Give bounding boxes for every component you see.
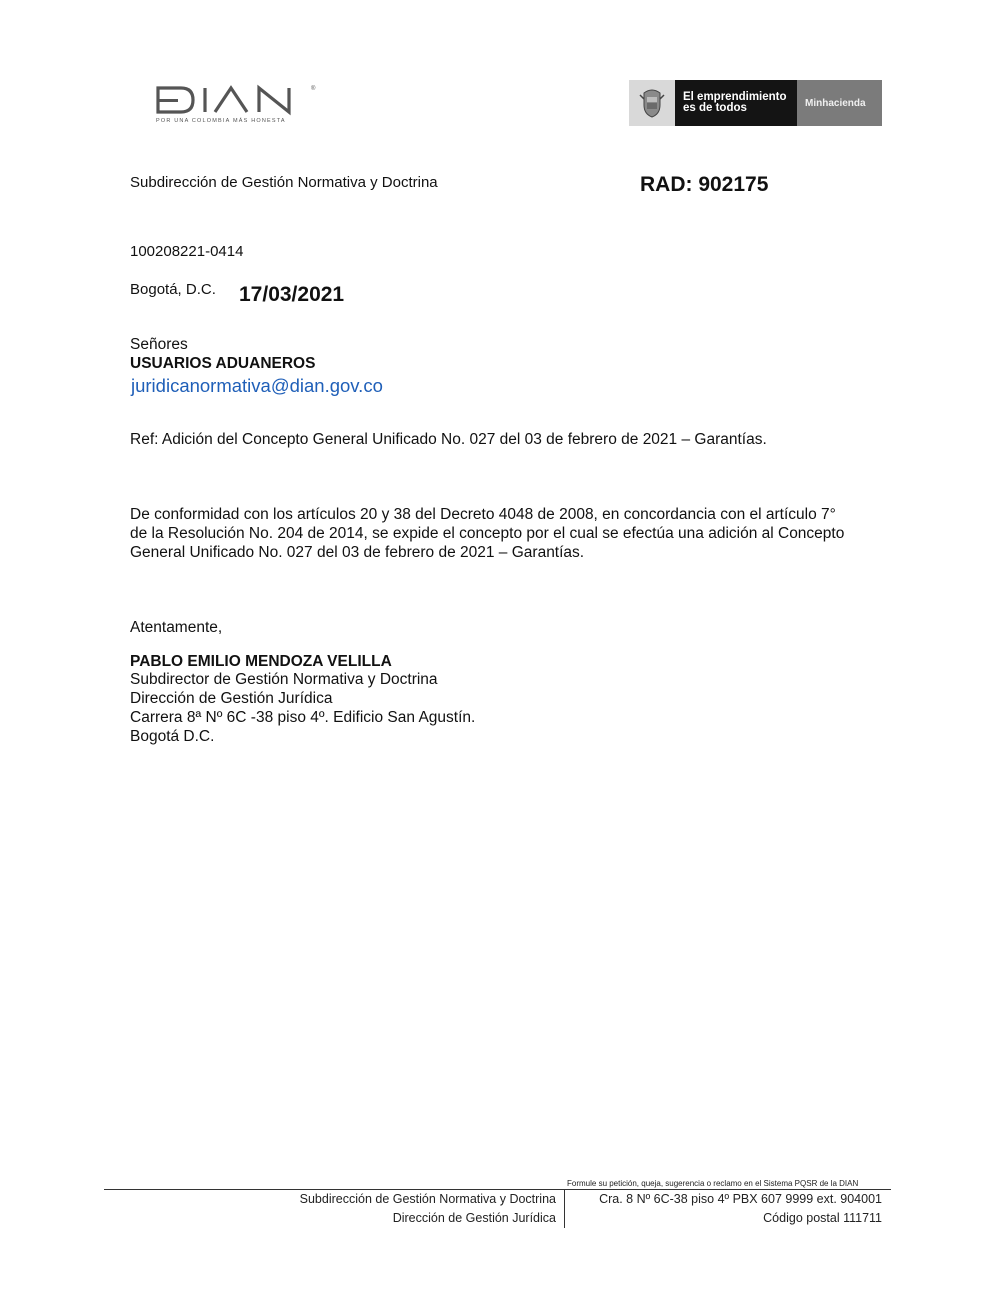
reference-line: Ref: Adición del Concepto General Unificado No. 027 del 03 de febrero de 2021 – Garantías. [130, 431, 767, 448]
office-heading: Subdirección de Gestión Normativa y Doctrina [130, 174, 438, 191]
footer-postal-code: Código postal 111711 [763, 1211, 882, 1225]
government-banner [629, 80, 882, 126]
svg-text:®: ® [311, 86, 316, 92]
salutation: Señores [130, 336, 188, 353]
recipient: USUARIOS ADUANEROS [130, 355, 316, 372]
coat-of-arms-icon [629, 80, 675, 126]
signer-city: Bogotá D.C. [130, 728, 215, 745]
footer-column-divider [564, 1190, 565, 1228]
footer-direction: Dirección de Gestión Jurídica [392, 1211, 556, 1225]
footer-divider-line [104, 1189, 891, 1190]
ministry-label: Minhacienda [797, 80, 882, 126]
reference-number: 100208221-0414 [130, 243, 244, 260]
city-label: Bogotá, D.C. [130, 281, 216, 298]
dian-tagline: POR UNA COLOMBIA MÁS HONESTA [156, 118, 286, 124]
signer-title: Subdirector de Gestión Normativa y Doctrina [130, 671, 438, 688]
signer-address: Carrera 8ª Nº 6C -38 piso 4º. Edificio San Agustín. [130, 709, 476, 726]
rad-stamp [640, 170, 768, 192]
signer-name: PABLO EMILIO MENDOZA VELILLA [130, 653, 392, 670]
footer-pqsr-note: Formule su petición, queja, sugerencia o reclamo en el Sistema PQSR de la DIAN [567, 1179, 859, 1188]
body-line-1: De conformidad con los artículos 20 y 38 del Decreto 4048 de 2008, en concordancia con el artículo 7° [130, 506, 836, 523]
signer-department: Dirección de Gestión Jurídica [130, 690, 333, 707]
letter-date: 17/03/2021 [239, 283, 345, 306]
rad-number: RAD: 902175 [640, 173, 769, 192]
gov-slogan-line-2: es de todos [683, 102, 747, 114]
body-line-2: de la Resolución No. 204 de 2014, se expide el concepto por el cual se efectúa una adición al Concepto [130, 525, 845, 542]
recipient-email-link[interactable]: juridicanormativa@dian.gov.co [131, 375, 383, 396]
closing: Atentamente, [130, 619, 223, 636]
footer-office: Subdirección de Gestión Normativa y Doctrina [299, 1192, 556, 1206]
gov-slogan-line-1: El emprendimiento [683, 91, 787, 103]
gov-slogan [675, 80, 797, 126]
body-line-3: General Unificado No. 027 del 03 de febrero de 2021 – Garantías. [130, 544, 585, 561]
body-paragraph [130, 505, 890, 562]
footer-address: Cra. 8 Nº 6C-38 piso 4º PBX 607 9999 ext. 904001 [599, 1192, 882, 1206]
